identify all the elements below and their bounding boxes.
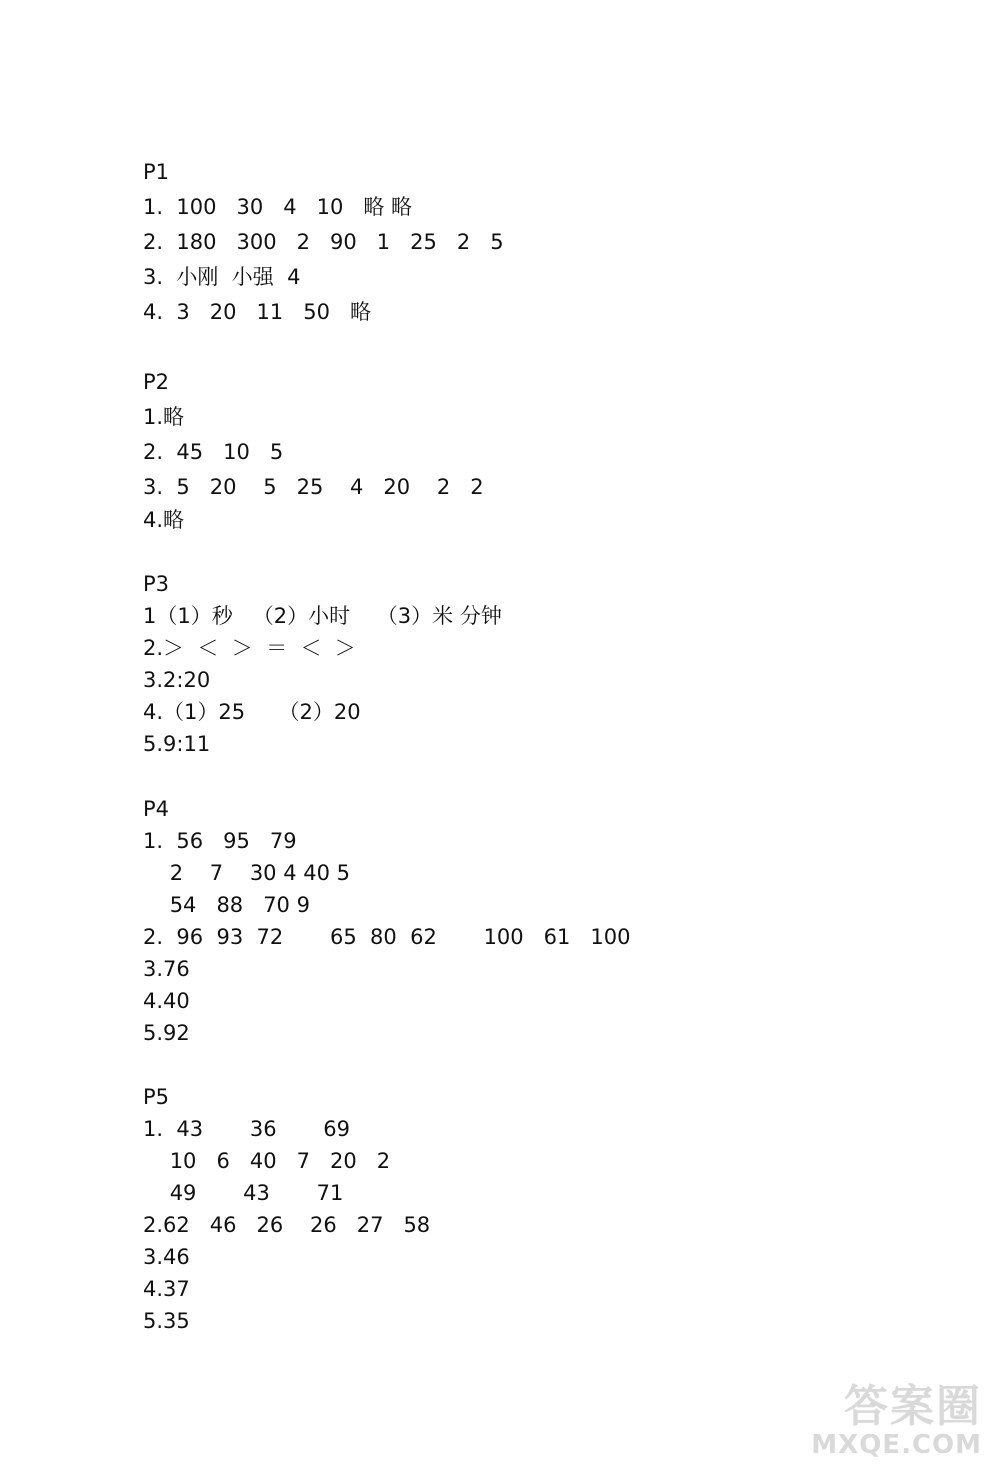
section-title-p4: P4 [143, 797, 170, 821]
answer-line: 5.92 [143, 1021, 190, 1045]
answer-line: 1. 56 95 79 [143, 829, 297, 853]
answer-line: 3.76 [143, 957, 190, 981]
answer-line: 2. 96 93 72 65 80 62 100 61 100 [143, 925, 631, 949]
watermark-logo: 答案圈 [844, 1381, 982, 1432]
answer-line: 54 88 70 9 [143, 893, 310, 917]
answer-line: 10 6 40 7 20 2 [143, 1149, 391, 1173]
watermark [782, 1383, 982, 1463]
answer-line: 1. 43 36 69 [143, 1117, 351, 1141]
answer-line: 3.46 [143, 1245, 190, 1269]
answer-line: 3. 5 20 5 25 4 20 2 2 [143, 475, 484, 499]
answer-line: 5.9:11 [143, 732, 211, 756]
answer-line: 2. 180 300 2 90 1 25 2 5 [143, 230, 504, 254]
answer-line: 2. 45 10 5 [143, 440, 284, 464]
section-title-p5: P5 [143, 1085, 170, 1109]
answer-line: 49 43 71 [143, 1181, 344, 1205]
section-title-p2: P2 [143, 370, 170, 394]
answer-line: 4.略 [143, 508, 185, 532]
section-title-p1: P1 [143, 160, 170, 184]
answer-line: 4.37 [143, 1277, 190, 1301]
section-title-p3: P3 [143, 572, 170, 596]
answer-line: 4.（1）25 （2）20 [143, 700, 361, 724]
answer-line: 1. 100 30 4 10 略 略 [143, 195, 413, 219]
answer-line: 4.40 [143, 989, 190, 1013]
answer-line: 2 7 30 4 40 5 [143, 861, 351, 885]
answer-line: 2.＞ ＜ ＞ ＝ ＜ ＞ [143, 636, 356, 660]
watermark-url: MXQE.COM [811, 1430, 982, 1460]
answer-line: 4. 3 20 11 50 略 [143, 300, 372, 324]
answer-line: 5.35 [143, 1309, 190, 1333]
answer-line: 1（1）秒 （2）小时 （3）米 分钟 [143, 604, 502, 628]
answer-line: 3. 小刚 小强 4 [143, 265, 301, 289]
answer-line: 1.略 [143, 405, 185, 429]
answer-line: 3.2:20 [143, 668, 211, 692]
answer-line: 2.62 46 26 26 27 58 [143, 1213, 431, 1237]
